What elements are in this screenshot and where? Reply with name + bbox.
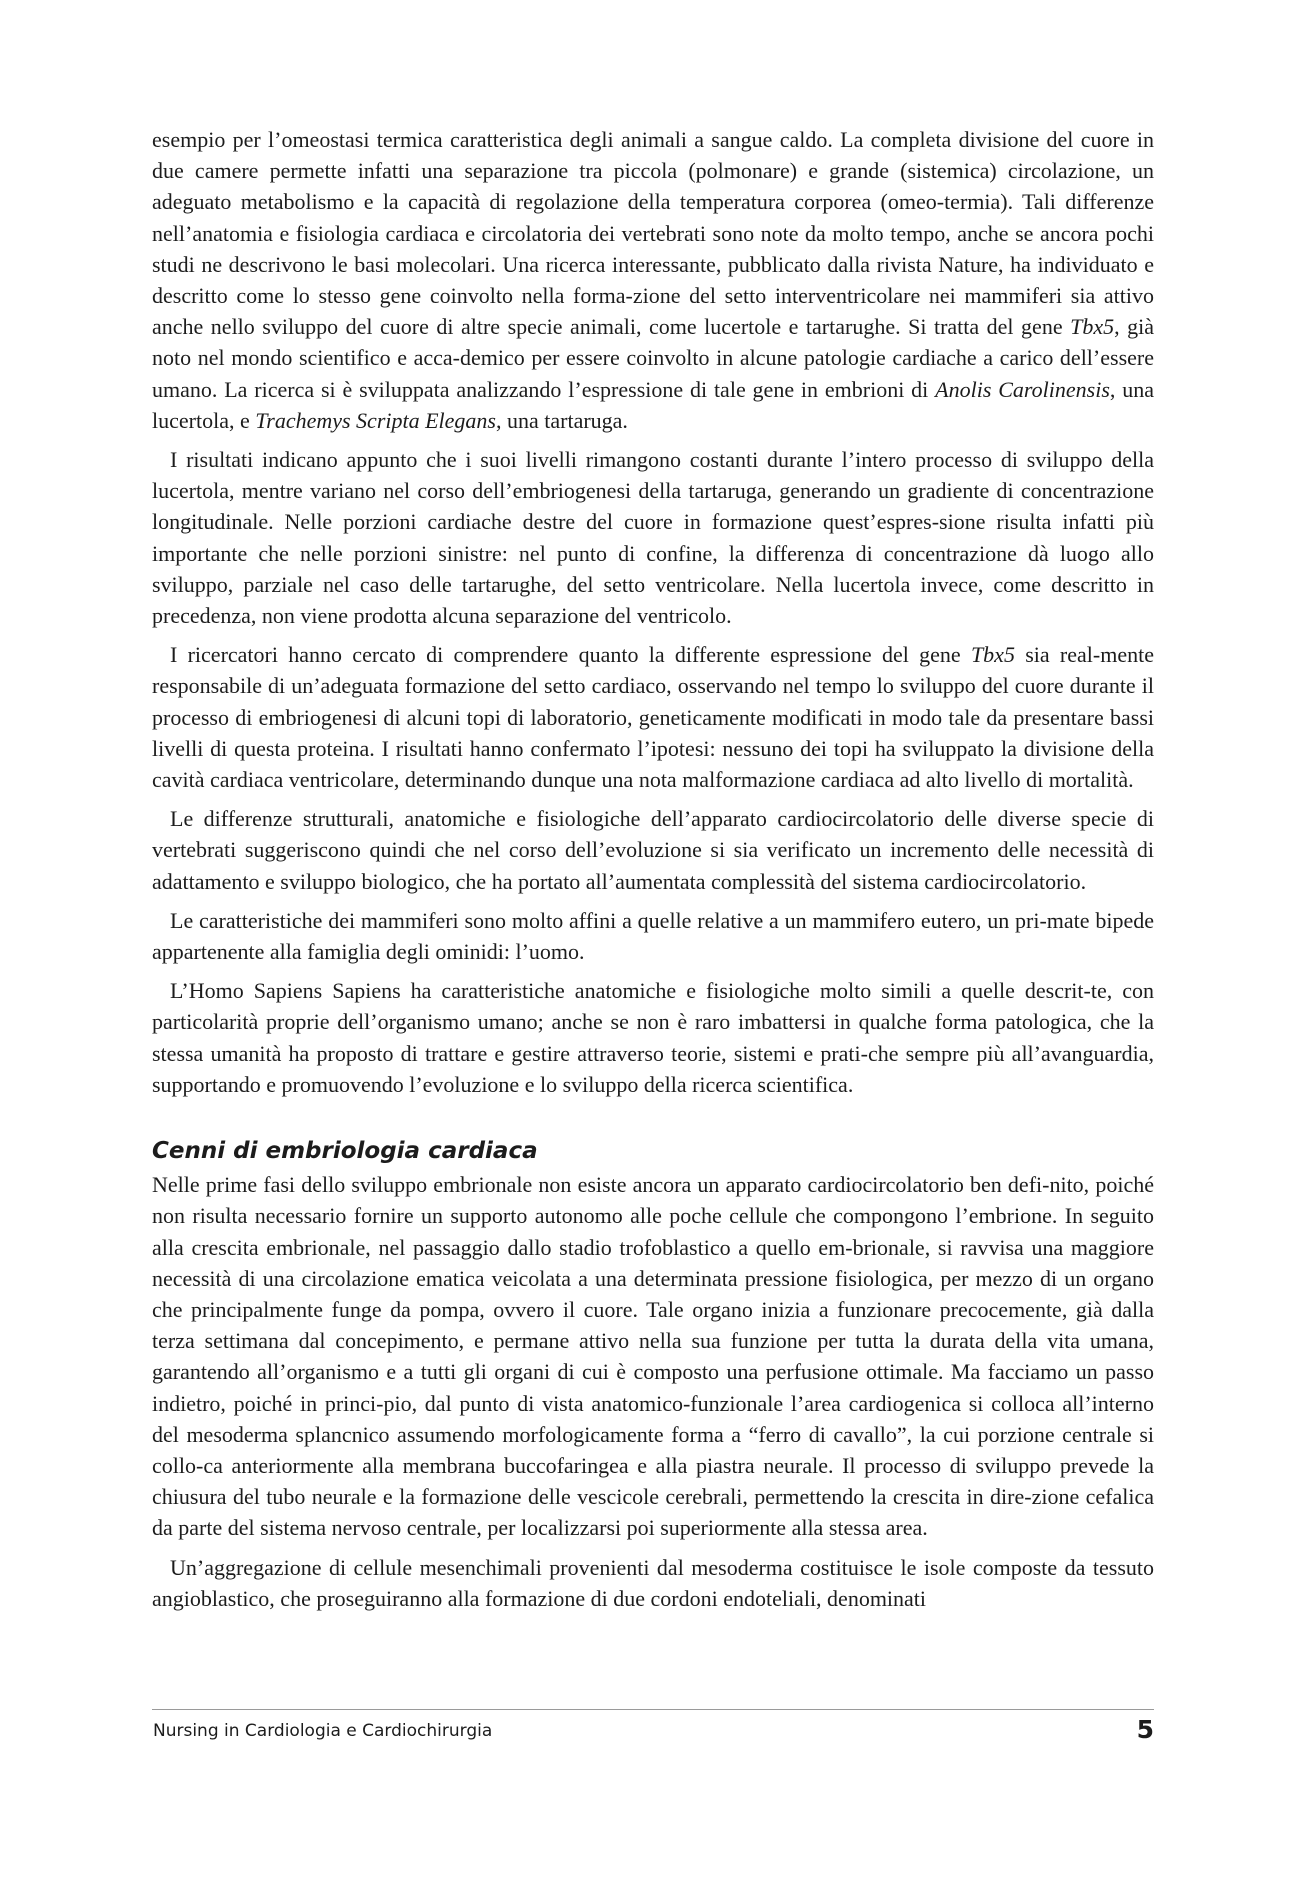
footer-book-title: Nursing in Cardiologia e Cardiochirurgia: [153, 1721, 493, 1741]
paragraph-3: [152, 639, 1154, 795]
paragraph-1-text-a: esempio per l’omeostasi termica caratteristica degli animali a sangue caldo. La completa divisione del cuore in due camere permette infatti una separazione tra piccola (polmonare) e grande (sistemica) circolazione, un adeguato metabolismo e la capacità di regolazione della temperatura corporea (omeo-termia). Tali differenze nell’anatomia e fisiologia cardiaca e circolatoria dei vertebrati sono note da molto tempo, anche se ancora pochi studi ne descrivono le basi molecolari. Una ricerca interessante, pubblicato dalla rivista Nature, ha individuato e descritto come lo stesso gene coinvolto nella forma-zione del setto interventricolare nei mammiferi sia attivo anche nello sviluppo del cuore di altre specie animali, come lucertole e tartarughe. Si tratta del gene: [152, 127, 1154, 340]
section-heading: Cenni di embriologia cardiaca: [152, 1138, 538, 1165]
paragraph-7: Nelle prime fasi dello sviluppo embrionale non esiste ancora un apparato cardiocircolatorio ben defi-nito, poiché non risulta necessario fornire un supporto autonomo alle poche cellule che compongono l’embrione. In seguito alla crescita embrionale, nel passaggio dallo stadio trofoblastico a quello em-brionale, si ravvisa una maggiore necessità di una circolazione ematica veicolata a una determinata pressione fisiologica, per mezzo di un organo che principalmente funge da pompa, ovvero il cuore. Tale organo inizia a funzionare precocemente, già dalla terza settimana dal concepimento, e permane attivo nella sua funzione per tutta la durata della vita umana, garantendo all’organismo e a tutti gli organi di cui è composto una perfusione ottimale. Ma facciamo un passo indietro, poiché in princi-pio, dal punto di vista anatomico-funzionale l’area cardiogenica si colloca all’interno del mesoderma splancnico assumendo morfologicamente forma a “ferro di cavallo”, la cui porzione centrale si collo-ca anteriormente alla membrana buccofaringea e alla piastra neurale. Il processo di sviluppo prevede la chiusura del tubo neurale e la formazione delle vescicole cerebrali, permettendo la crescita in dire-zione cefalica da parte del sistema nervoso centrale, per localizzarsi poi superiormente alla stessa area.: [152, 1172, 1154, 1541]
paragraph-6: L’Homo Sapiens Sapiens ha caratteristiche anatomiche e fisiologiche molto simili a quelle descrit-te, con particolarità proprie dell’organismo umano; anche se non è raro imbattersi in qualche forma patologica, che la stessa umanità ha proposto di trattare e gestire attraverso teorie, sistemi e prati-che sempre più all’avanguardia, supportando e promuovendo l’evoluzione e lo sviluppo della ricerca scientifica.: [152, 978, 1154, 1097]
paragraph-3-text-a: I ricercatori hanno cercato di comprendere quanto la differente espressione del gene: [170, 642, 971, 668]
paragraph-1-text-c: , una lucertola, e: [152, 376, 1155, 433]
paragraph-3-text-b: sia real-mente responsabile di un’adeguata formazione del setto cardiaco, osservando nel tempo lo sviluppo del cuore durante il processo di embriogenesi di alcuni topi di laboratorio, geneticamente modificati in modo tale da presentare bassi livelli di questa proteina. I risultati hanno confermato l’ipotesi: nessuno dei topi ha sviluppato la divisione della cavità cardiaca ventricolare, determinando dunque una nota malformazione cardiaca ad alto livello di mortalità.: [152, 642, 1154, 793]
paragraph-2: I risultati indicano appunto che i suoi livelli rimangono costanti durante l’intero processo di sviluppo della lucertola, mentre variano nel corso dell’embriogenesi della tartaruga, generando un gradiente di concentrazione longitudinale. Nelle porzioni cardiache destre del cuore in formazione quest’espres-sione risulta infatti più importante che nelle porzioni sinistre: nel punto di confine, la differenza di concentrazione dà luogo allo sviluppo, parziale nel caso delle tartarughe, del setto ventricolare. Nella lucertola invece, come descritto in precedenza, non viene prodotta alcuna separazione del ventricolo.: [152, 447, 1154, 629]
footer-divider: [152, 1709, 1154, 1710]
species-name-lizard: Anolis Carolinensis: [935, 376, 1110, 402]
paragraph-8: Un’aggregazione di cellule mesenchimali provenienti dal mesoderma costituisce le isole composte da tessuto angioblastico, che proseguiranno alla formazione di due cordoni endoteliali, denominati: [152, 1554, 1154, 1611]
species-name-turtle: Trachemys Scripta Elegans: [255, 407, 496, 433]
gene-name: Tbx5: [970, 642, 1015, 668]
body-text: [152, 124, 1154, 1614]
paragraph-1: [152, 124, 1154, 436]
paragraph-1-text-d: , una tartaruga.: [496, 407, 628, 433]
paragraph-5: Le caratteristiche dei mammiferi sono molto affini a quelle relative a un mammifero eutero, un pri-mate bipede appartenente alla famiglia degli ominidi: l’uomo.: [152, 907, 1154, 965]
gene-name: Tbx5: [1070, 314, 1115, 340]
paragraph-4: Le differenze strutturali, anatomiche e fisiologiche dell’apparato cardiocircolatorio delle diverse specie di vertebrati suggeriscono quindi che nel corso dell’evoluzione si sia verificato un incremento delle necessità di adattamento e sviluppo biologico, che ha portato all’aumentata complessità del sistema cardiocircolatorio.: [152, 806, 1154, 894]
page-number: 5: [1136, 1715, 1154, 1744]
paragraph-1-text-b: , già noto nel mondo scientifico e acca-demico per essere coinvolto in alcune patologie cardiache a carico dell’essere umano. La ricerca si è sviluppata analizzando l’espressione di tale gene in embrioni di: [152, 314, 1154, 402]
